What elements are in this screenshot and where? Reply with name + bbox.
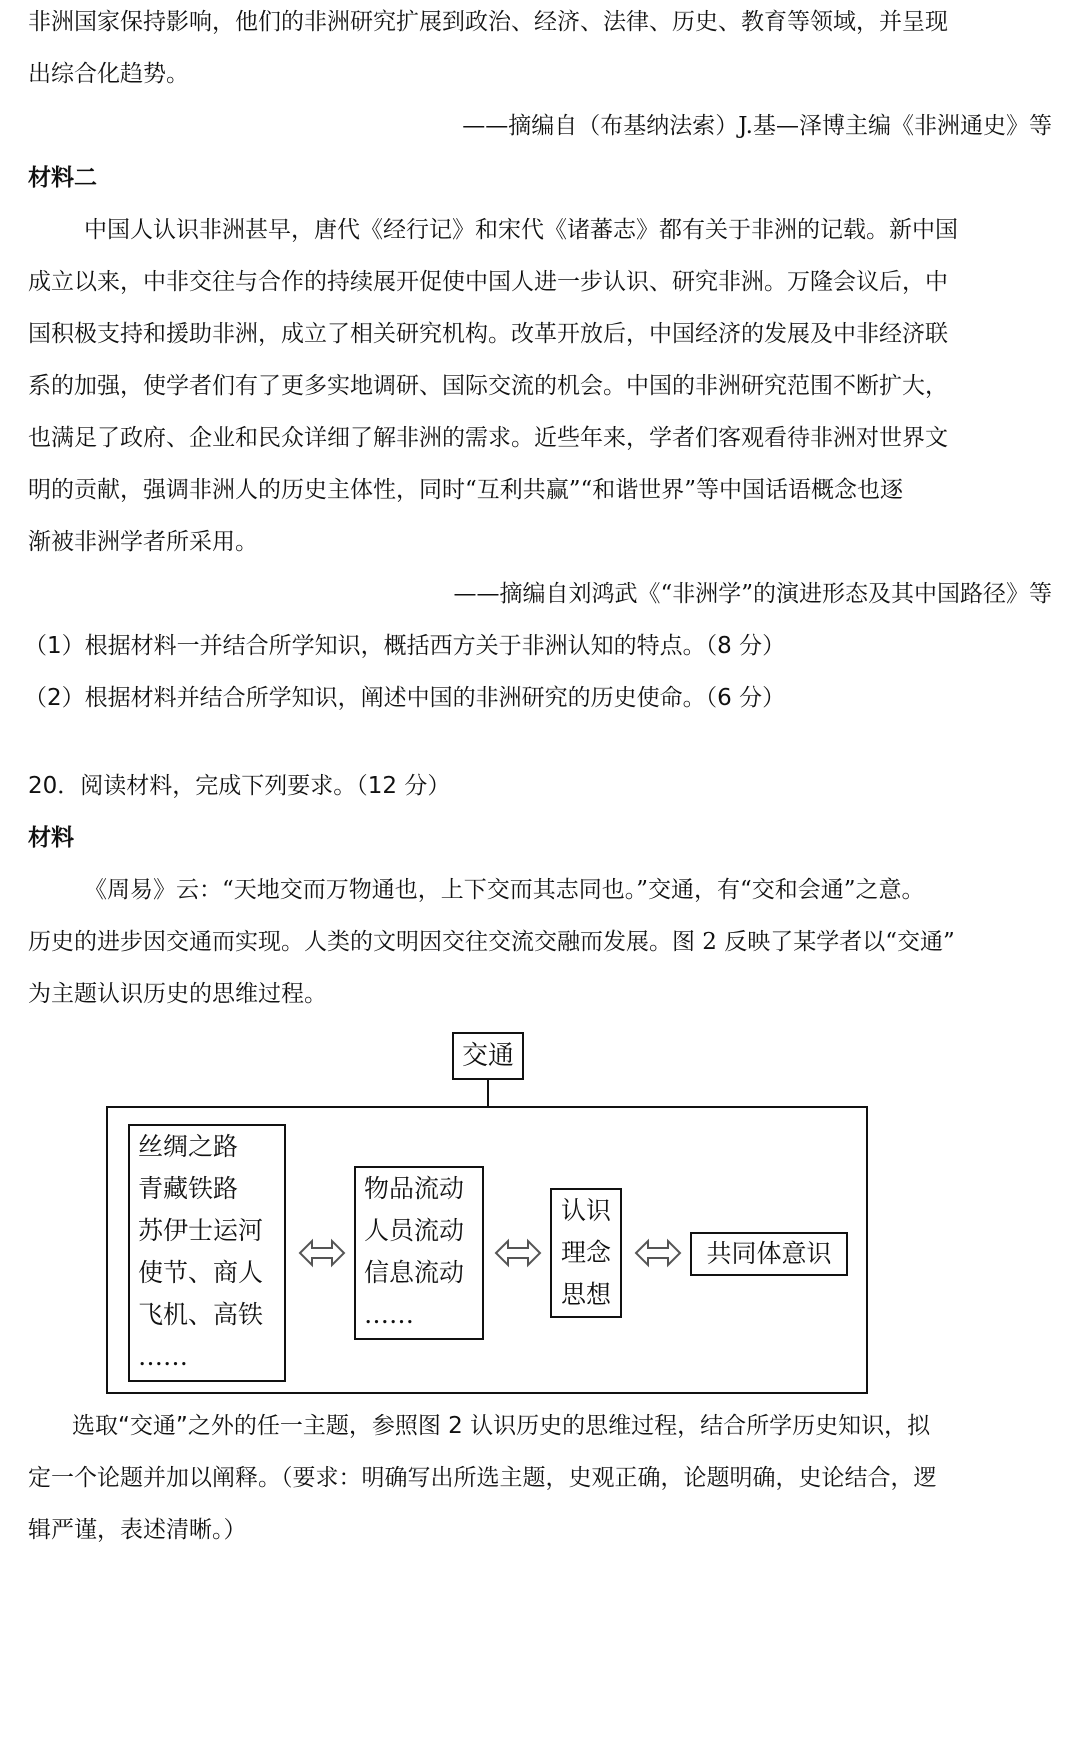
diagram-box-thought (550, 1188, 622, 1318)
diagram-top-box (452, 1032, 524, 1080)
paragraph-line: 非洲国家保持影响，他们的非洲研究扩展到政治、经济、法律、历史、教育等领域，并呈现 (28, 9, 948, 35)
diagram-item: 人员流动 (364, 1216, 465, 1245)
paragraph-line: 出综合化趋势。 (28, 61, 189, 87)
diagram-item: 飞机、高铁 (138, 1300, 264, 1329)
paragraph-line: 辑严谨，表述清晰。） (28, 1517, 247, 1543)
paragraph-line: 历史的进步因交通而实现。人类的文明因交往交流交融而发展。图 2 反映了某学者以“交通” (28, 929, 955, 955)
source-citation: ——摘编自刘鸿武《“非洲学”的演进形态及其中国路径》等 (453, 581, 1052, 607)
diagram-item: 苏伊士运河 (138, 1216, 264, 1245)
diagram-item: …… (138, 1342, 188, 1371)
connector-line (487, 1080, 489, 1108)
paragraph-line: 明的贡献，强调非洲人的历史主体性，同时“互利共赢”“和谐世界”等中国话语概念也逐 (28, 477, 904, 503)
material-heading: 材料 (28, 825, 74, 851)
paragraph-line: 定一个论题并加以阐释。（要求：明确写出所选主题，史观正确，论题明确，史论结合，逻 (28, 1465, 937, 1491)
material-heading: 材料二 (28, 165, 97, 191)
diagram-item: 思想 (560, 1280, 611, 1309)
diagram-item: 青藏铁路 (138, 1174, 239, 1203)
question-title: 20．阅读材料，完成下列要求。（12 分） (28, 773, 451, 799)
source-citation: ——摘编自（布基纳法索）J.基—泽博主编《非洲通史》等 (462, 113, 1052, 139)
diagram-box-examples (128, 1124, 286, 1382)
diagram-item: 信息流动 (364, 1258, 465, 1287)
paragraph-line: 国积极支持和援助非洲，成立了相关研究机构。改革开放后，中国经济的发展及中非经济联 (28, 321, 948, 347)
diagram-box-flows (354, 1166, 484, 1340)
double-arrow-icon (494, 1238, 542, 1268)
double-arrow-icon (634, 1238, 682, 1268)
diagram-top-label: 交通 (461, 1041, 514, 1071)
diagram-item: 使节、商人 (138, 1258, 264, 1287)
paragraph-line: 渐被非洲学者所采用。 (28, 529, 258, 555)
diagram-item: 认识 (560, 1196, 611, 1225)
diagram-item: 共同体意识 (706, 1239, 832, 1268)
diagram-item: 物品流动 (364, 1174, 465, 1203)
paragraph-line: 系的加强，使学者们有了更多实地调研、国际交流的机会。中国的非洲研究范围不断扩大， (28, 373, 948, 399)
question-item: （1）根据材料一并结合所学知识，概括西方关于非洲认知的特点。（8 分） (24, 633, 786, 659)
diagram-item: 理念 (560, 1238, 611, 1267)
diagram-box-community (690, 1232, 848, 1276)
paragraph-line: 也满足了政府、企业和民众详细了解非洲的需求。近些年来，学者们客观看待非洲对世界文 (28, 425, 948, 451)
diagram-item: …… (364, 1300, 414, 1329)
paragraph-line: 选取“交通”之外的任一主题，参照图 2 认识历史的思维过程，结合所学历史知识，拟 (72, 1413, 931, 1439)
question-item: （2）根据材料并结合所学知识，阐述中国的非洲研究的历史使命。（6 分） (24, 685, 786, 711)
paragraph-line: 《周易》云：“天地交而万物通也，上下交而其志同也。”交通，有“交和会通”之意。 (84, 877, 925, 903)
diagram-item: 丝绸之路 (138, 1132, 239, 1161)
paragraph-line: 中国人认识非洲甚早，唐代《经行记》和宋代《诸蕃志》都有关于非洲的记载。新中国 (84, 217, 958, 243)
paragraph-line: 成立以来，中非交往与合作的持续展开促使中国人进一步认识、研究非洲。万隆会议后，中 (28, 269, 948, 295)
double-arrow-icon (298, 1238, 346, 1268)
paragraph-line: 为主题认识历史的思维过程。 (28, 981, 327, 1007)
